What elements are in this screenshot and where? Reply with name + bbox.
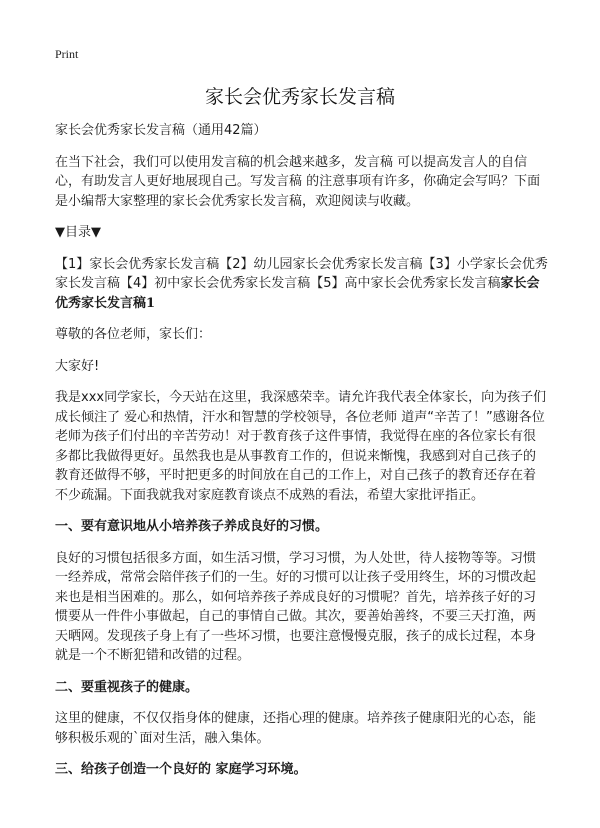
paragraph-3: 这里的健康，不仅仅指身体的健康，还指心理的健康。培养孩子健康阳光的心态，能够积极乐观的`面对生活，融入集体。 [55, 711, 537, 746]
heading-1: 一、要有意识地从小培养孩子养成良好的习惯。 [55, 519, 329, 534]
article-body [55, 121, 548, 792]
intro-paragraph: 在当下社会，我们可以使用发言稿的机会越来越多，发言稿 可以提高发言人的自信心，有助发言人更好地展现自己。写发言稿 的注意事项有许多，你确定会写吗？下面是小编帮大家整理的家长会优秀家长发言稿，欢迎阅读与收藏。 [55, 154, 541, 209]
article-subtitle: 家长会优秀家长发言稿（通用42篇） [55, 123, 267, 138]
paragraph-1: 我是xxx同学家长，今天站在这里，我深感荣幸。请允许我代表全体家长，向为孩子们成长倾注了 爱心和热情，汗水和智慧的学校领导，各位老师 道声“辛苦了！”感谢各位老师为孩子们付出的辛苦劳动！对于教育孩子这件事情，我觉得在座的各位家长有很多都比我做得更好。虽然我也是从事教育工作的，但说来惭愧，我感到对自己孩子的教育还做得不够，平时把更多的时间放在自己的工作上，对自己孩子的教育还存在着不少疏漏。下面我就我对家庭教育谈点不成熟的看法，希望大家批评指正。 [55, 390, 547, 503]
salutation: 尊敬的各位老师，家长们： [55, 327, 212, 342]
page-title: 家长会优秀家长发言稿 [204, 86, 395, 108]
heading-3: 三、给孩子创造一个良好的 家庭学习环境。 [55, 762, 307, 777]
toc-label: ▼目录▼ [55, 225, 101, 240]
heading-2: 二、要重视孩子的健康。 [55, 679, 199, 695]
toc-links [55, 255, 548, 314]
toc-link-list[interactable]: 【1】家长会优秀家长发言稿【2】幼儿园家长会优秀家长发言稿【3】小学家长会优秀家长发言稿【4】初中家长会优秀家长发言稿【5】高中家长会优秀家长发言稿 [55, 256, 548, 291]
print-link[interactable]: Print [55, 47, 79, 61]
section-title: 家长会优秀家长发言稿1 [55, 276, 540, 311]
greeting: 大家好! [55, 358, 100, 374]
paragraph-2: 良好的习惯包括很多方面，如生活习惯，学习习惯，为人处世，待人接物等等。习惯一经养成，常常会陪伴孩子们的一生。好的习惯可以让孩子受用终生，坏的习惯改起来也是相当困难的。那么，如何培养孩子养成良好的习惯呢？首先，培养孩子好的习惯要从一件件小事做起，自己的事情自己做。其次，要善始善终，不要三天打渔，两天晒网。发现孩子身上有了一些坏习惯，也要注意慢慢克服，孩子的成长过程，本身就是一个不断犯错和改错的过程。 [55, 550, 537, 663]
